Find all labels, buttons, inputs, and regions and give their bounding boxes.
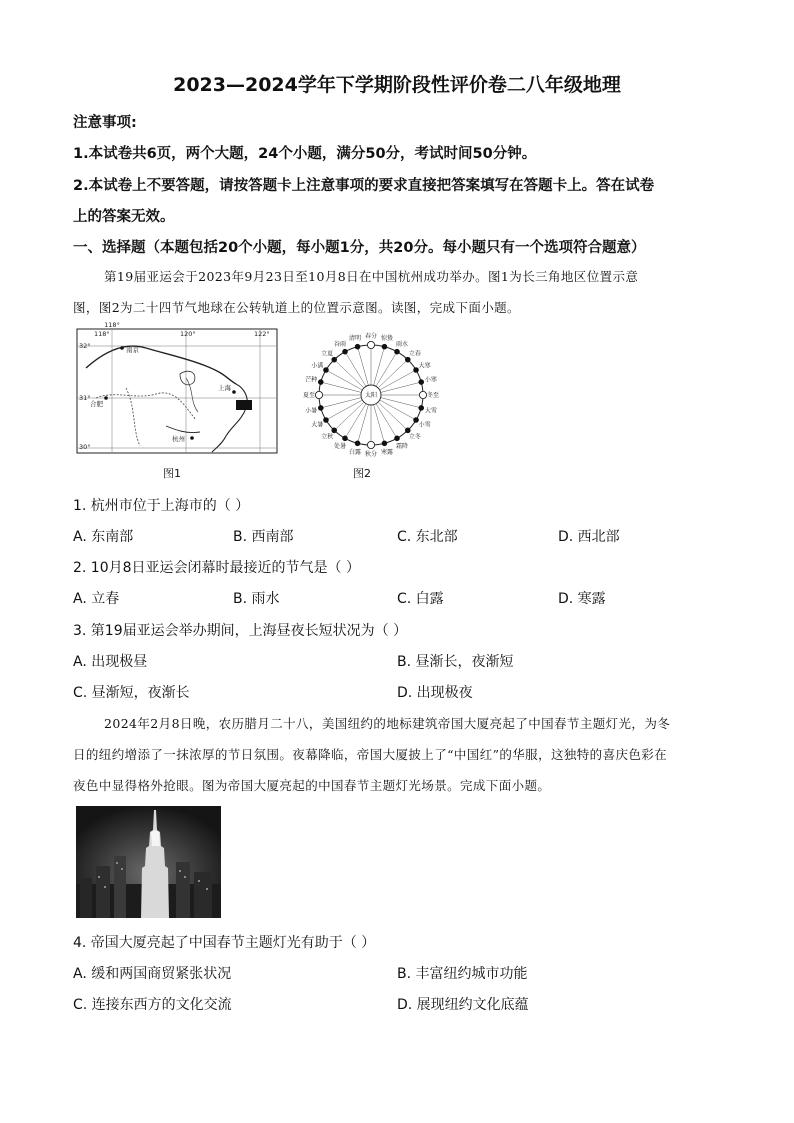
earth-position-dot [343,349,348,354]
solar-term-label: 芒种 [305,376,318,384]
figure-2-orbit-diagram [298,328,444,462]
notice-item-2: 2.本试卷上不要答题，请按答题卡上注意事项的要求直接把答案填写在答题卡上。答在试卷 [73,178,655,194]
orbit-spoke [321,382,362,392]
orbit-spoke [376,352,397,387]
solar-term-label: 霜降 [395,443,409,451]
question-2-option-b: B. 雨水 [233,591,280,607]
solar-term-label: 大暑 [311,421,324,429]
lat-label-30: 30° [79,443,91,451]
earth-position-dot [395,349,400,354]
orbit-spoke [374,405,385,444]
question-1-option-b: B. 西南部 [233,529,294,545]
question-1-option-a: A. 东南部 [73,529,134,545]
question-3-option-b: B. 昼渐长，夜渐短 [397,654,514,670]
solar-term-label: 雨水 [395,340,409,348]
orbit-spoke [345,404,366,439]
question-2-stem: 2. 10月8日亚运会闭幕时最接近的节气是（ ） [73,560,360,576]
question-4-option-c: C. 连接东西方的文化交流 [73,997,232,1013]
orbit-spoke [374,347,385,386]
notice-item-1: 1.本试卷共6页，两个大题，24个小题，满分50分，考试时间50分钟。 [73,146,537,162]
question-1-option-d: D. 西北部 [558,529,620,545]
place-hefei: 合肥 [90,400,103,408]
orbit-spoke [381,382,422,392]
solar-term-label: 惊蛰 [381,335,394,343]
solar-term-label: 小雪 [418,421,431,429]
intro-2-line-3: 夜色中显得格外抢眼。图为帝国大厦亮起的中国春节主题灯光场景。完成下面小题。 [73,778,551,793]
earth-position-dot [324,368,329,373]
figure-1-map [76,321,278,454]
intro-1-line-2: 图，图2为二十四节气地球在公转轨道上的位置示意图。读图，完成下面小题。 [73,300,520,315]
figure-2-caption: 图2 [353,467,371,480]
earth-position-dot [419,380,424,385]
question-3-option-d: D. 出现极夜 [397,685,473,701]
question-3-option-c: C. 昼渐短，夜渐长 [73,685,190,701]
question-3-stem: 3. 第19届亚运会举办期间，上海昼夜长短状况为（ ） [73,623,408,639]
solar-term-label: 清明 [348,335,361,343]
earth-position-dot [318,406,323,411]
question-2-option-d: D. 寒露 [558,591,606,607]
earth-position-dot [382,344,387,349]
earth-position-dot [355,344,360,349]
earth-position-dot [315,391,322,398]
question-4-option-b: B. 丰富纽约城市功能 [397,966,528,982]
orbit-spoke [326,400,362,420]
lon-label-120: 120° [180,330,196,338]
lon-label-122: 122° [254,330,270,338]
solar-term-label: 小暑 [305,407,318,415]
earth-position-dot [395,436,400,441]
intro-2-line-2: 日的纽约增添了一抹浓厚的节日氛围。夜幕降临，帝国大厦披上了“中国红”的华服，这独特的喜庆色彩在 [73,747,668,762]
exam-title: 2023—2024学年下学期阶段性评价卷二八年级地理 [173,74,621,96]
orbit-spoke [380,370,416,390]
solar-term-label: 夏至 [302,392,316,399]
question-1-stem: 1. 杭州市位于上海市的（ ） [73,498,250,514]
place-shanghai: 上海 [218,384,231,392]
orbit-spoke [378,360,408,388]
orbit-spoke [358,347,369,386]
orbit-spoke [358,405,369,444]
solar-term-label: 立春 [408,350,421,358]
earth-position-dot [382,441,387,446]
place-hangzhou: 杭州 [172,435,185,443]
earth-position-dot [419,391,426,398]
orbit-spoke [378,402,408,430]
earth-position-dot [419,406,424,411]
intro-2-line-1: 2024年2月8日晚，农历腊月二十八，美国纽约的地标建筑帝国大厦亮起了中国春节主题灯光，为冬 [104,716,671,731]
solar-term-label: 立冬 [408,433,421,441]
solar-term-label: 立秋 [321,433,334,441]
solar-term-label: 小满 [311,362,324,370]
question-4-option-a: A. 缓和两国商贸紧张状况 [73,966,232,982]
orbit-spoke [326,370,362,390]
solar-term-label: 谷雨 [333,340,347,348]
figure-1-caption: 图1 [163,467,181,480]
solar-term-label: 小寒 [424,376,437,384]
question-1-option-c: C. 东北部 [397,529,458,545]
earth-position-dot [318,380,323,385]
lon-label-118: 118° [104,321,120,329]
question-4-stem: 4. 帝国大厦亮起了中国春节主题灯光有助于（ ） [73,935,376,951]
orbit-spoke [334,402,364,430]
section-heading: 一、选择题（本题包括20个小题，每小题1分，共20分。每小题只有一个选项符合题意） [73,240,646,256]
earth-position-dot [367,341,374,348]
notice-item-2-cont: 上的答案无效。 [73,209,175,225]
solar-term-label: 秋分 [364,451,378,458]
orbit-spoke [345,352,366,387]
solar-term-label: 白露 [348,448,361,456]
solar-term-label: 处暑 [333,443,347,451]
solar-term-label: 寒露 [381,448,394,456]
earth-position-dot [332,357,337,362]
orbit-spoke [380,400,416,420]
question-2-option-c: C. 白露 [397,591,444,607]
solar-term-label: 冬至 [426,392,440,399]
question-2-option-a: A. 立春 [73,591,120,607]
question-4-option-d: D. 展现纽约文化底蕴 [397,997,529,1013]
lat-label-32: 32° [79,342,91,350]
notice-heading: 注意事项: [73,115,137,131]
sun-label: 太阳 [364,392,378,399]
earth-position-dot [405,357,410,362]
orbit-spoke [381,398,422,408]
question-3-option-a: A. 出现极昼 [73,654,148,670]
solar-term-label: 春分 [364,333,378,340]
lon-label-118-inside: 118° [94,330,110,338]
place-nanjing: 南京 [126,346,139,354]
solar-term-label: 立夏 [321,350,334,358]
earth-position-dot [405,428,410,433]
orbit-spoke [376,404,397,439]
intro-1-line-1: 第19届亚运会于2023年9月23日至10月8日在中国杭州成功举办。图1为长三角地区位置示意 [104,269,639,284]
orbit-spoke [321,398,362,408]
earth-position-dot [332,428,337,433]
orbit-spoke [334,360,364,388]
solar-term-label: 大寒 [418,362,431,370]
empire-state-building-photo [76,806,221,918]
lat-label-31: 31° [79,394,91,402]
earth-position-dot [355,441,360,446]
solar-term-label: 大雪 [424,407,437,415]
earth-position-dot [343,436,348,441]
earth-position-dot [324,418,329,423]
earth-position-dot [367,441,374,448]
